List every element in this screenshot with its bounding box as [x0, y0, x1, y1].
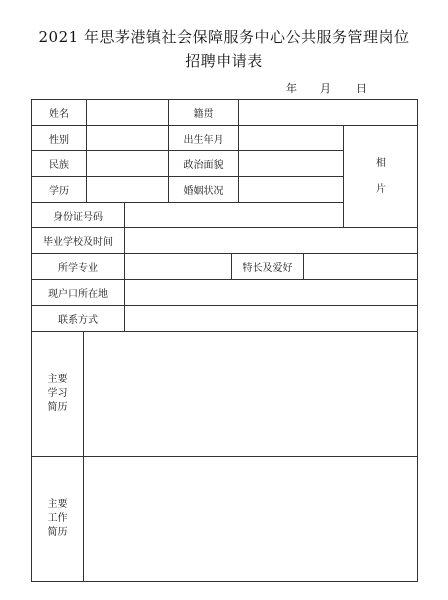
specialty-field[interactable]: [304, 254, 418, 279]
photo-label-1: 相: [376, 157, 386, 169]
study-label-line: 简历: [47, 402, 68, 413]
id-number-label: 身份证号码: [53, 211, 103, 223]
date-day-label: 日: [356, 82, 367, 95]
birth-field[interactable]: [239, 126, 343, 150]
document-title-line1: 2021 年思茅港镇社会保障服务中心公共服务管理岗位: [38, 28, 410, 46]
document-title-line2: 招聘申请表: [185, 52, 263, 70]
work-history-field[interactable]: [84, 457, 418, 581]
native-place-label: 籍贯: [193, 109, 214, 120]
specialty-label: 特长及爱好: [242, 263, 293, 274]
political-field[interactable]: [239, 151, 343, 176]
work-label-line: 工作: [47, 513, 68, 524]
education-field[interactable]: [87, 177, 168, 202]
major-label: 所学专业: [58, 263, 98, 274]
date-month-label: 月: [320, 82, 331, 95]
ethnicity-field[interactable]: [87, 151, 168, 176]
marital-field[interactable]: [239, 177, 343, 202]
major-field[interactable]: [125, 254, 231, 279]
application-form: [31, 99, 418, 582]
study-label-line: 主要: [47, 374, 68, 385]
native-place-field[interactable]: [239, 100, 418, 125]
birth-label: 出生年月: [183, 134, 224, 146]
name-field[interactable]: [87, 100, 168, 125]
contact-label: 联系方式: [58, 315, 98, 326]
graduation-label: 毕业学校及时间: [43, 237, 113, 248]
study-label-line: 学习: [47, 388, 68, 399]
political-label: 政治面貌: [183, 160, 224, 171]
graduation-field[interactable]: [125, 228, 418, 253]
marital-label: 婚姻状况: [183, 186, 224, 197]
work-label-line: 简历: [47, 527, 68, 538]
name-label: 姓名: [49, 109, 69, 120]
study-history-field[interactable]: [84, 332, 418, 456]
gender-field[interactable]: [87, 126, 168, 150]
gender-label: 性别: [49, 134, 69, 146]
photo-label-2: 片: [376, 183, 386, 195]
contact-field[interactable]: [125, 306, 418, 331]
photo-area[interactable]: [344, 126, 418, 227]
work-label-line: 主要: [47, 499, 68, 510]
id-number-field[interactable]: [125, 203, 343, 227]
study-history-label: [32, 332, 83, 456]
work-history-label: [32, 457, 83, 581]
residence-field[interactable]: [125, 280, 418, 305]
ethnicity-label: 民族: [49, 160, 69, 171]
residence-label: 现户口所在地: [48, 289, 108, 300]
date-year-label: 年: [286, 82, 297, 95]
education-label: 学历: [49, 186, 69, 197]
